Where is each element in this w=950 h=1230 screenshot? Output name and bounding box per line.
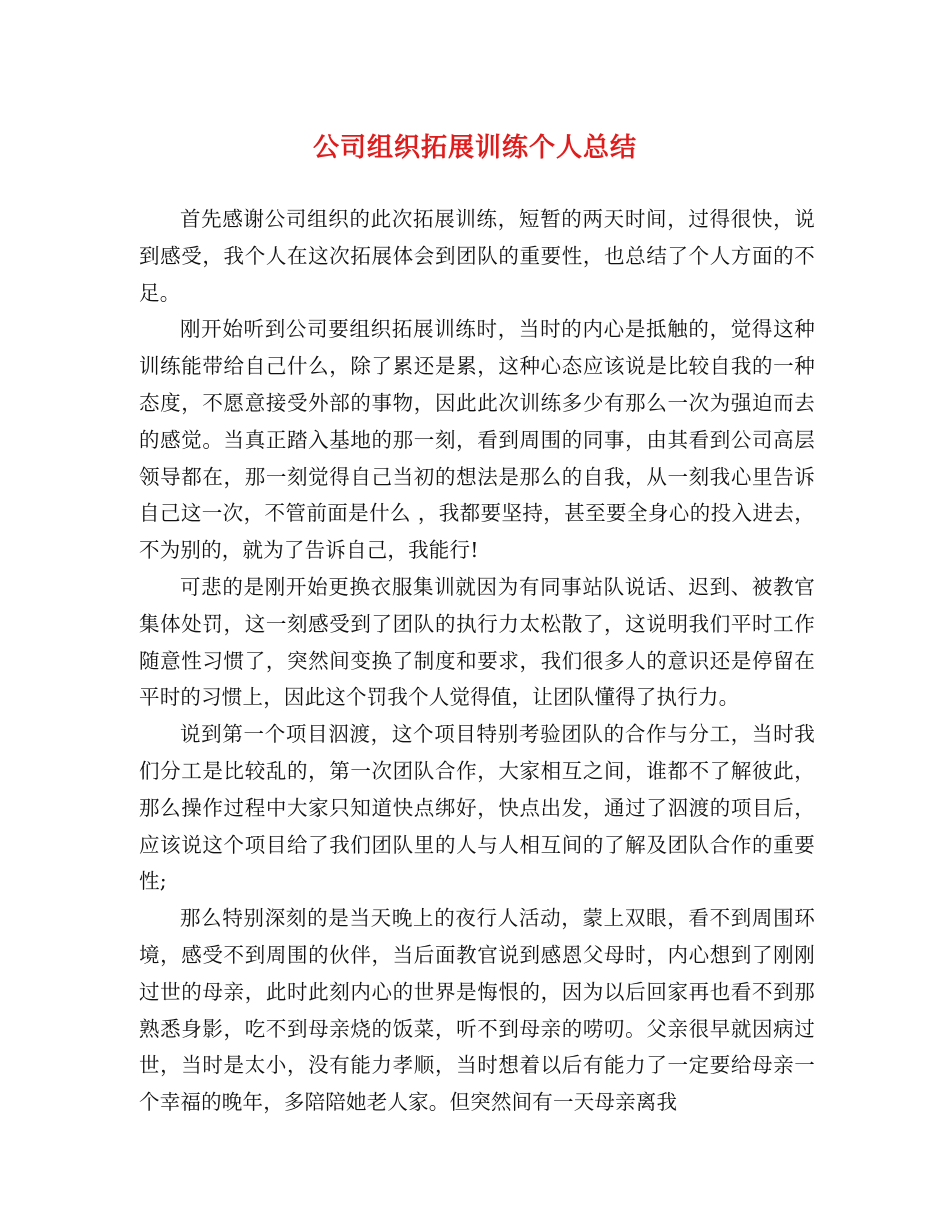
paragraph-3: 可悲的是刚开始更换衣服集训就因为有同事站队说话、迟到、被教官集体处罚，这一刻感受到了团队的执行力太松散了，这说明我们平时工作随意性习惯了，突然间变换了制度和要求，我们很多人的意识还是停留在平时的习惯上，因此这个罚我个人觉得值，让团队懂得了执行力。 xyxy=(139,574,815,710)
document-title: 公司组织拓展训练个人总结 xyxy=(312,133,637,163)
document-body xyxy=(139,201,815,1121)
paragraph-1: 首先感谢公司组织的此次拓展训练，短暂的两天时间，过得很快，说到感受，我个人在这次拓展体会到团队的重要性，也总结了个人方面的不足。 xyxy=(139,207,815,305)
paragraph-4: 说到第一个项目泅渡，这个项目特别考验团队的合作与分工，当时我们分工是比较乱的，第一次团队合作，大家相互之间，谁都不了解彼此，那么操作过程中大家只知道快点绑好，快点出发，通过了泅渡的项目后，应该说这个项目给了我们团队里的人与人相互间的了解及团队合作的重要性; xyxy=(139,722,815,894)
paragraph-5: 那么特别深刻的是当天晚上的夜行人活动，蒙上双眼，看不到周围环境，感受不到周围的伙伴，当后面教官说到感恩父母时，内心想到了刚刚过世的母亲，此时此刻内心的世界是悔恨的，因为以后回家再也看不到那熟悉身影，吃不到母亲烧的饭菜，听不到母亲的唠叨。父亲很早就因病过世，当时是太小，没有能力孝顺，当时想着以后有能力了一定要给母亲一个幸福的晚年，多陪陪她老人家。但突然间有一天母亲离我 xyxy=(139,906,815,1115)
paragraph-2: 刚开始听到公司要组织拓展训练时，当时的内心是抵触的，觉得这种训练能带给自己什么，除了累还是累，这种心态应该说是比较自我的一种态度，不愿意接受外部的事物，因此此次训练多少有那么一次为强迫而去的感觉。当真正踏入基地的那一刻，看到周围的同事，由其看到公司高层领导都在，那一刻觉得自己当初的想法是那么的自我，从一刻我心里告诉自己这一次，不管前面是什么 ，我都要坚持，甚至要全身心的投入进去，不为别的，就为了告诉自己，我能行! xyxy=(139,317,815,563)
